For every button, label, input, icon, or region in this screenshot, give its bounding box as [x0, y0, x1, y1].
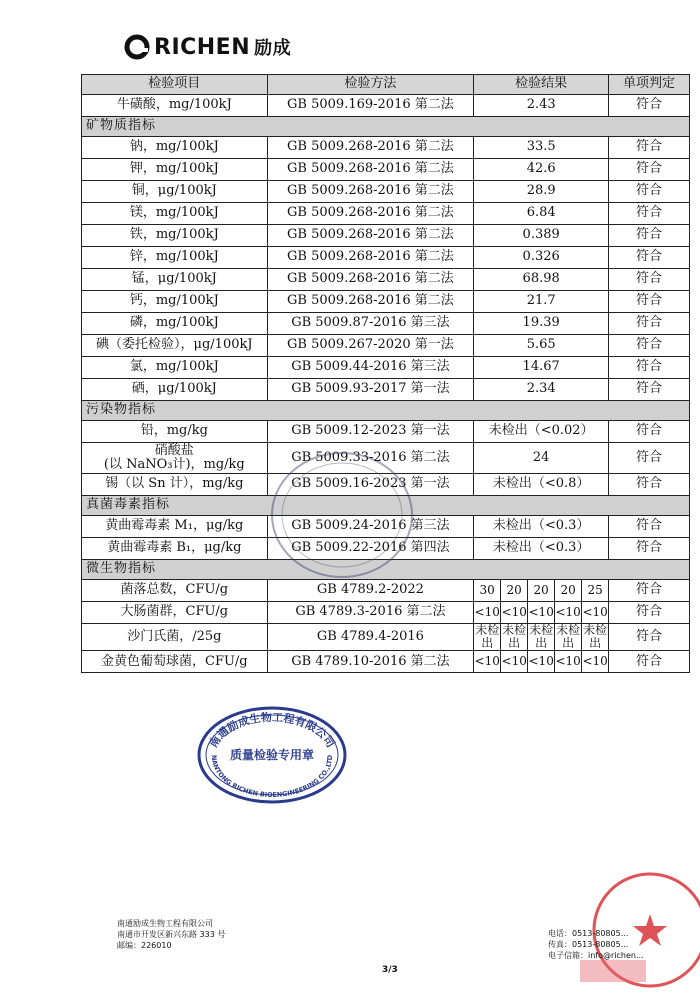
row-method: GB 4789.10-2016 第二法 — [267, 651, 474, 673]
table-row — [82, 225, 690, 247]
result-value: <10 — [582, 654, 608, 669]
row-judge: 符合 — [609, 137, 690, 159]
row-item: 磷，mg/100kJ — [82, 313, 268, 335]
result-value: 25 — [587, 582, 603, 597]
svg-text:南通励成生物工程有限公司 — [206, 710, 338, 750]
faint-stamp — [262, 440, 422, 590]
table-row — [82, 269, 690, 291]
row-item: 沙门氏菌，/25g — [82, 624, 268, 651]
section-title: 微生物指标 — [82, 560, 690, 580]
table-row — [82, 181, 690, 203]
row-judge: 符合 — [609, 602, 690, 624]
row-method: GB 5009.268-2016 第二法 — [267, 203, 474, 225]
footer-email: 电子信箱：info@richen... — [548, 951, 644, 960]
row-result: 0.326 — [474, 247, 609, 269]
qc-stamp — [196, 705, 348, 805]
row-method: GB 4789.4-2016 — [267, 624, 474, 651]
row-judge: 符合 — [609, 651, 690, 673]
row-item: 黄曲霉毒素 M₁，μg/kg — [82, 516, 268, 538]
row-method: GB 5009.24-2016 第三法 — [267, 516, 474, 538]
row-judge: 符合 — [609, 357, 690, 379]
row-result-cell — [582, 580, 609, 602]
row-result-cell — [582, 651, 609, 673]
qc-stamp-label: 质量检验专用章 — [229, 748, 315, 762]
row-result: 未检出（<0.3） — [474, 516, 609, 538]
row-judge: 符合 — [609, 203, 690, 225]
result-value: 未检出 — [556, 623, 581, 651]
row-item: 钙，mg/100kJ — [82, 291, 268, 313]
row-judge: 符合 — [609, 95, 690, 117]
table-row — [82, 247, 690, 269]
row-result-cell — [501, 580, 528, 602]
row-method: GB 5009.16-2023 第一法 — [267, 474, 474, 496]
row-method: GB 5009.169-2016 第二法 — [267, 95, 474, 117]
row-item: 牛磺酸，mg/100kJ — [82, 95, 268, 117]
row-result: 42.6 — [474, 159, 609, 181]
row-result: 19.39 — [474, 313, 609, 335]
row-item: 锡（以 Sn 计），mg/kg — [82, 474, 268, 496]
result-value: 20 — [560, 582, 576, 597]
row-result-cell — [474, 580, 501, 602]
row-result: 24 — [474, 443, 609, 474]
row-result-cell — [501, 651, 528, 673]
row-result-cell — [555, 624, 582, 651]
row-method: GB 5009.22-2016 第四法 — [267, 538, 474, 560]
row-result-cell — [528, 651, 555, 673]
result-value: 未检出 — [529, 623, 554, 651]
row-method: GB 5009.268-2016 第二法 — [267, 269, 474, 291]
row-judge: 符合 — [609, 624, 690, 651]
row-method: GB 5009.268-2016 第二法 — [267, 291, 474, 313]
result-value: <10 — [474, 604, 500, 619]
col-item-header: 检验项目 — [82, 75, 268, 95]
row-result-cell — [528, 602, 555, 624]
table-row — [82, 291, 690, 313]
row-judge: 符合 — [609, 291, 690, 313]
row-result-cell — [474, 624, 501, 651]
row-result-cell — [555, 580, 582, 602]
table-row — [82, 137, 690, 159]
row-method: GB 5009.268-2016 第二法 — [267, 225, 474, 247]
row-item: 硒，μg/100kJ — [82, 379, 268, 401]
result-value: <10 — [555, 604, 581, 619]
result-value: <10 — [528, 604, 554, 619]
col-method-header: 检验方法 — [267, 75, 474, 95]
result-value: <10 — [501, 654, 527, 669]
result-value: 未检出 — [583, 623, 608, 651]
footer-phone: 电话：0513-80805... — [548, 929, 629, 938]
row-method: GB 5009.12-2023 第一法 — [267, 421, 474, 443]
table-header — [82, 75, 690, 95]
row-result: 5.65 — [474, 335, 609, 357]
row-method: GB 5009.33-2016 第二法 — [267, 443, 474, 474]
row-judge: 符合 — [609, 516, 690, 538]
row-judge: 符合 — [609, 474, 690, 496]
row-result: 未检出（<0.3） — [474, 538, 609, 560]
table-row — [82, 379, 690, 401]
col-result-header: 检验结果 — [474, 75, 609, 95]
footer-postcode: 邮编：226010 — [117, 941, 172, 950]
qc-stamp-english: NANTONG RICHEN BIOENGINEERING CO.,LTD — [209, 754, 335, 800]
row-result: 68.98 — [474, 269, 609, 291]
result-value: <10 — [582, 604, 608, 619]
row-method: GB 5009.44-2016 第三法 — [267, 357, 474, 379]
result-value: 30 — [479, 582, 495, 597]
row-judge: 符合 — [609, 379, 690, 401]
table-row — [82, 624, 690, 651]
row-method: GB 5009.93-2017 第一法 — [267, 379, 474, 401]
row-judge: 符合 — [609, 313, 690, 335]
result-value: <10 — [474, 654, 500, 669]
row-judge: 符合 — [609, 225, 690, 247]
row-item: 铁，mg/100kJ — [82, 225, 268, 247]
row-judge: 符合 — [609, 269, 690, 291]
row-result-cell — [528, 624, 555, 651]
table-row — [82, 159, 690, 181]
brand-name-cn: 励成 — [254, 38, 292, 59]
row-judge: 符合 — [609, 159, 690, 181]
page-number: 3/3 — [382, 965, 398, 975]
row-method: GB 5009.87-2016 第三法 — [267, 313, 474, 335]
row-result-cell — [582, 624, 609, 651]
result-value: 20 — [506, 582, 522, 597]
row-judge: 符合 — [609, 421, 690, 443]
row-item: 大肠菌群，CFU/g — [82, 602, 268, 624]
row-result-cell — [555, 602, 582, 624]
row-method: GB 4789.2-2022 — [267, 580, 474, 602]
table-row — [82, 95, 690, 117]
row-item: 锰，μg/100kJ — [82, 269, 268, 291]
section-row — [82, 117, 690, 137]
row-result-cell — [501, 624, 528, 651]
row-result-cell — [528, 580, 555, 602]
footer-company-info — [117, 918, 225, 951]
row-item: 锌，mg/100kJ — [82, 247, 268, 269]
section-title: 污染物指标 — [82, 401, 690, 421]
table-row — [82, 313, 690, 335]
row-result: 28.9 — [474, 181, 609, 203]
result-value: <10 — [555, 654, 581, 669]
row-result: 14.67 — [474, 357, 609, 379]
row-judge: 符合 — [609, 538, 690, 560]
row-method: GB 5009.268-2016 第二法 — [267, 247, 474, 269]
row-method: GB 5009.268-2016 第二法 — [267, 181, 474, 203]
row-item: 氯，mg/100kJ — [82, 357, 268, 379]
row-result: 2.43 — [474, 95, 609, 117]
section-title: 矿物质指标 — [82, 117, 690, 137]
row-item: 铅，mg/kg — [82, 421, 268, 443]
result-value: <10 — [501, 604, 527, 619]
row-method: GB 5009.268-2016 第二法 — [267, 137, 474, 159]
row-method: GB 5009.267-2020 第一法 — [267, 335, 474, 357]
footer-address: 南通市开发区新兴东路 333 号 — [117, 930, 226, 939]
row-judge: 符合 — [609, 443, 690, 474]
result-value: 未检出 — [475, 623, 500, 651]
table-row — [82, 335, 690, 357]
footer-company: 南通励成生物工程有限公司 — [117, 919, 213, 928]
richen-logo-icon — [124, 34, 150, 60]
row-result-cell — [501, 602, 528, 624]
table-row — [82, 602, 690, 624]
result-value: <10 — [528, 654, 554, 669]
row-result-cell — [474, 651, 501, 673]
row-item: 金黄色葡萄球菌，CFU/g — [82, 651, 268, 673]
row-judge: 符合 — [609, 247, 690, 269]
footer-fax: 传真：0513-80805... — [548, 940, 629, 949]
row-result: 未检出（<0.8） — [474, 474, 609, 496]
section-row — [82, 401, 690, 421]
row-judge: 符合 — [609, 181, 690, 203]
brand-name: RICHEN — [154, 34, 251, 60]
result-value: 20 — [533, 582, 549, 597]
row-item: 铜，μg/100kJ — [82, 181, 268, 203]
row-result-cell — [555, 651, 582, 673]
table-row — [82, 357, 690, 379]
section-title: 真菌毒素指标 — [82, 496, 690, 516]
result-value: 未检出 — [502, 623, 527, 651]
row-result: 2.34 — [474, 379, 609, 401]
row-result: 21.7 — [474, 291, 609, 313]
row-method: GB 5009.268-2016 第二法 — [267, 159, 474, 181]
row-result: 未检出（<0.02） — [474, 421, 609, 443]
row-result-cell — [474, 602, 501, 624]
table-row — [82, 651, 690, 673]
row-item: 硝酸盐 (以 NaNO₃计)，mg/kg — [82, 443, 268, 474]
row-judge: 符合 — [609, 580, 690, 602]
row-item: 钾，mg/100kJ — [82, 159, 268, 181]
brand-logo — [124, 34, 291, 60]
row-result-cell — [582, 602, 609, 624]
row-item: 黄曲霉毒素 B₁，μg/kg — [82, 538, 268, 560]
row-judge: 符合 — [609, 335, 690, 357]
row-item: 菌落总数，CFU/g — [82, 580, 268, 602]
col-judge-header: 单项判定 — [609, 75, 690, 95]
footer-contact-info — [548, 928, 644, 961]
row-item: 钠，mg/100kJ — [82, 137, 268, 159]
qc-stamp-company: 南通励成生物工程有限公司 — [206, 710, 338, 750]
table-row — [82, 203, 690, 225]
row-result: 6.84 — [474, 203, 609, 225]
row-item: 碘（委托检验），μg/100kJ — [82, 335, 268, 357]
row-method: GB 4789.3-2016 第二法 — [267, 602, 474, 624]
row-result: 0.389 — [474, 225, 609, 247]
row-item: 镁，mg/100kJ — [82, 203, 268, 225]
row-result: 33.5 — [474, 137, 609, 159]
